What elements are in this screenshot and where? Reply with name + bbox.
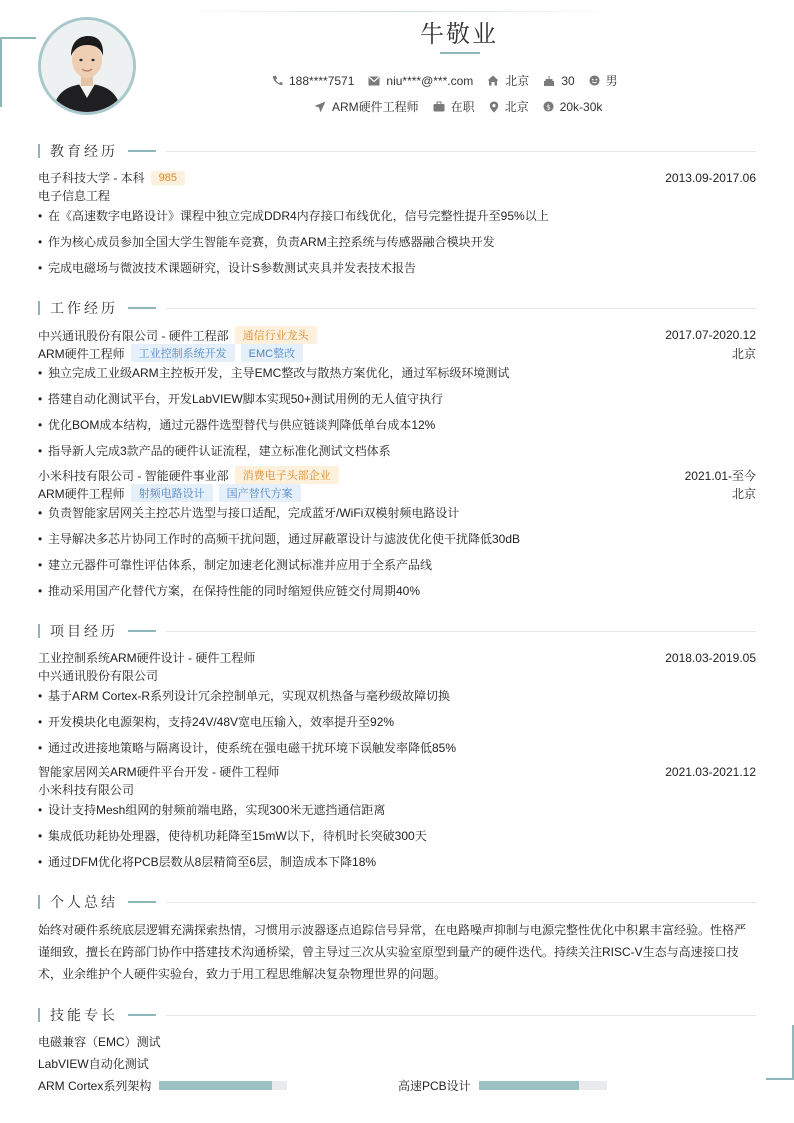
mail-icon — [368, 76, 380, 86]
target-city-text: 北京 — [504, 100, 529, 114]
list-item: • 建立元器件可靠性评估体系，制定加速老化测试标准并应用于全系产品线 — [38, 556, 756, 573]
skill-bar-item — [398, 1077, 607, 1094]
phone-icon — [272, 75, 283, 86]
skill-name: 电磁兼容（EMC）测试 — [38, 1035, 161, 1049]
phone-item — [272, 74, 354, 88]
corner-decor-bottom-right-h — [766, 1078, 794, 1080]
company-tag: 消费电子头部企业 — [235, 466, 339, 484]
list-item: • 设计支持Mesh组网的射频前端电路，实现300米无遮挡通信距离 — [38, 801, 756, 818]
contact-row — [272, 72, 632, 89]
education-heading: 教育经历 — [50, 143, 118, 159]
projects-heading: 项目经历 — [50, 623, 118, 639]
role-tag: 工业控制系统开发 — [131, 344, 235, 362]
project-title: 工业控制系统ARM硬件设计 - 硬件工程师 — [38, 651, 256, 665]
work-period: 2021.01-至今 — [684, 468, 756, 483]
summary-heading: 个人总结 — [50, 894, 118, 910]
work-role-row — [38, 484, 756, 502]
project-company: 小米科技有限公司 — [38, 783, 135, 797]
school-tag: 985 — [151, 171, 185, 185]
project-title-row — [38, 763, 756, 780]
list-item: • 完成电磁场与微波技术课题研究，设计S参数测试夹具并发表技术报告 — [38, 259, 756, 276]
skills-heading: 技能专长 — [50, 1007, 118, 1023]
role-tag: 射频电路设计 — [131, 484, 213, 502]
role-tag: EMC整改 — [241, 344, 303, 362]
send-icon — [314, 101, 326, 113]
list-item: • 通过改进接地策略与隔离设计，使系统在强电磁干扰环境下误触发率降低85% — [38, 739, 756, 756]
city-item — [487, 72, 529, 89]
list-item: • 通过DFM优化将PCB层数从8层精简至6层，制造成本下降18% — [38, 853, 756, 870]
list-item: • 指导新人完成3款产品的硬件认证流程，建立标准化测试文档体系 — [38, 442, 756, 459]
list-item: • 开发模块化电源架构，支持24V/48V宽电压输入，效率提升至92% — [38, 713, 756, 730]
project-period: 2021.03-2021.12 — [665, 764, 756, 779]
role: ARM硬件工程师 — [38, 346, 125, 361]
summary-text: 始终对硬件系统底层逻辑充满探索热情，习惯用示波器逐点追踪信号异常，在电路噪声抑制与电源完整性优化中积累丰富经验。性格严谨细致，擅长在跨部门协作中搭建技术沟通桥梁，曾主导过三次从实验室原型到量产的硬件迭代。持续关注RISC-V生态与高速接口技术，业余维护个人硬件实验台，致力于用工程思维解决复杂物理世界的问题。 — [38, 923, 747, 981]
list-item: • 推动采用国产化替代方案，在保持性能的同时缩短供应链交付周期40% — [38, 582, 756, 599]
job-target-text: ARM硬件工程师 — [332, 100, 419, 114]
list-item: • 独立完成工业级ARM主控板开发，主导EMC整改与散热方案优化，通过军标级环境测试 — [38, 364, 756, 381]
work-location: 北京 — [731, 486, 756, 501]
skill-bar-row — [38, 1077, 756, 1094]
smile-icon — [589, 75, 600, 86]
home-icon — [487, 75, 499, 86]
project-title: 智能家居网关ARM硬件平台开发 - 硬件工程师 — [38, 765, 280, 779]
skill-name: LabVIEW自动化测试 — [38, 1057, 149, 1071]
location-pin-icon — [489, 101, 499, 113]
school-name: 电子科技大学 - 本科 — [38, 171, 145, 185]
name-underline — [440, 52, 480, 54]
education-row — [38, 169, 756, 186]
education-period: 2013.09-2017.06 — [665, 170, 756, 185]
email-item — [368, 74, 473, 88]
skill-item — [38, 1033, 756, 1050]
skill-level-bar — [159, 1081, 287, 1090]
skill-level-fill — [479, 1081, 579, 1090]
role-tag: 国产替代方案 — [219, 484, 301, 502]
work-company-row — [38, 326, 756, 344]
list-item: • 主导解决多芯片协同工作时的高频干扰问题，通过屏蔽罩设计与滤波优化使干扰降低30dB — [38, 530, 756, 547]
gender-text: 男 — [605, 74, 618, 88]
job-intent-row — [314, 98, 616, 115]
candidate-name: 牛敬业 — [420, 21, 498, 48]
age-text: 30 — [561, 73, 575, 88]
company-tag: 通信行业龙头 — [235, 326, 317, 344]
project-title-row — [38, 649, 756, 666]
project-company-row — [38, 667, 756, 684]
work-heading: 工作经历 — [50, 300, 118, 316]
major-row — [38, 187, 756, 204]
salary-text: 20k-30k — [559, 99, 603, 114]
major: 电子信息工程 — [38, 189, 111, 203]
money-icon — [543, 101, 554, 112]
salary-item — [543, 100, 603, 114]
cake-icon — [543, 75, 555, 87]
skill-bar-item — [38, 1077, 398, 1094]
job-target-item — [314, 98, 419, 115]
gender-item — [589, 72, 618, 89]
list-item: • 集成低功耗协处理器，使待机功耗降至15mW以下，待机时长突破300天 — [38, 827, 756, 844]
work-section-title — [38, 298, 756, 318]
project-company: 中兴通讯股份有限公司 — [38, 669, 159, 683]
list-item: • 作为核心成员参加全国大学生智能车竞赛，负责ARM主控系统与传感器融合模块开发 — [38, 233, 756, 250]
svg-text:$: $ — [545, 102, 551, 112]
work-role-row — [38, 344, 756, 362]
education-section-title — [38, 141, 756, 161]
briefcase-icon — [433, 101, 445, 112]
age-item — [543, 74, 574, 88]
skill-name: ARM Cortex系列架构 — [38, 1079, 152, 1093]
target-city-item — [489, 98, 529, 115]
phone-text: 188****7571 — [289, 73, 355, 88]
role: ARM硬件工程师 — [38, 486, 125, 501]
work-location: 北京 — [731, 346, 756, 361]
list-item: • 基于ARM Cortex-R系列设计冗余控制单元，实现双机热备与毫秒级故障切换 — [38, 687, 756, 704]
header-decor-line — [175, 11, 620, 12]
company-name: 小米科技有限公司 - 智能硬件事业部 — [38, 468, 229, 483]
skill-level-fill — [159, 1081, 272, 1090]
city-text: 北京 — [505, 74, 530, 88]
company-name: 中兴通讯股份有限公司 - 硬件工程部 — [38, 328, 229, 343]
skill-item — [38, 1055, 756, 1072]
list-item: • 在《高速数字电路设计》课程中独立完成DDR4内存接口布线优化，信号完整性提升至95%以上 — [38, 207, 756, 224]
project-company-row — [38, 781, 756, 798]
work-company-row — [38, 466, 756, 484]
list-item: • 搭建自动化测试平台，开发LabVIEW脚本实现50+测试用例的无人值守执行 — [38, 390, 756, 407]
status-item — [433, 98, 475, 115]
list-item: • 优化BOM成本结构，通过元器件选型替代与供应链谈判降低单台成本12% — [38, 416, 756, 433]
skill-level-bar — [479, 1081, 607, 1090]
list-item: • 负责智能家居网关主控芯片选型与接口适配，完成蓝牙/WiFi双模射频电路设计 — [38, 504, 756, 521]
work-period: 2017.07-2020.12 — [665, 328, 756, 342]
status-text: 在职 — [450, 100, 475, 114]
skill-name: 高速PCB设计 — [398, 1079, 471, 1093]
email-text: niu****@***.com — [386, 73, 474, 88]
summary-section-title — [38, 892, 756, 912]
projects-section-title — [38, 621, 756, 641]
skills-section-title — [38, 1005, 756, 1025]
project-period: 2018.03-2019.05 — [665, 650, 756, 665]
